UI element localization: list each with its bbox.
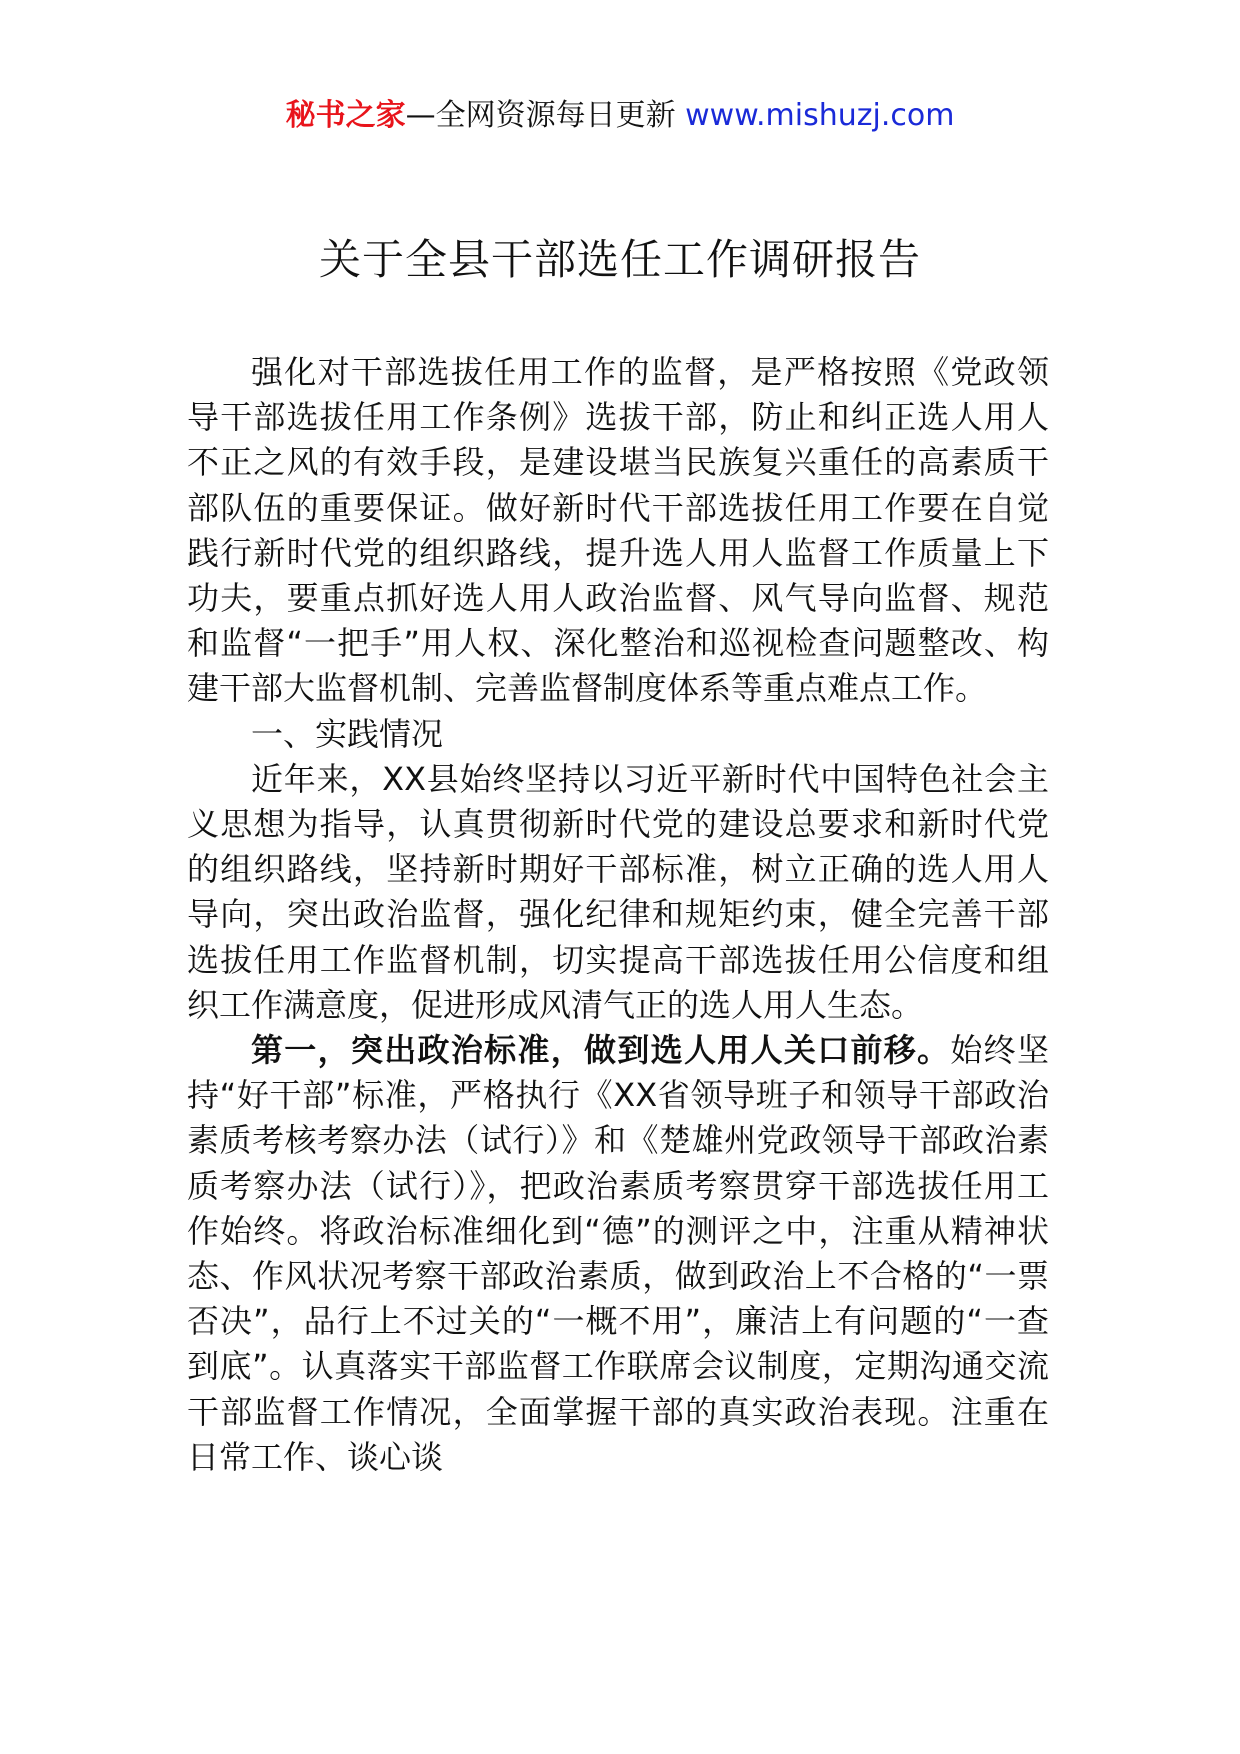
- document-body: [187, 350, 1049, 1480]
- document-title: 关于全县干部选任工作调研报告: [318, 235, 921, 284]
- section-heading: 一、实践情况: [251, 714, 444, 753]
- section-paragraph: 近年来，XX县始终坚持以习近平新时代中国特色社会主义思想为指导，认真贯彻新时代党的建设总要求和新时代党的组织路线，坚持新时期好干部标准，树立正确的选人用人导向，突出政治监督，强化纪律和规矩约束，健全完善干部选拔任用工作监督机制，切实提高干部选拔任用公信度和组织工作满意度，促进形成风清气正的选人用人生态。: [187, 759, 1049, 1024]
- site-tagline: —全网资源每日更新: [405, 98, 686, 133]
- intro-paragraph: 强化对干部选拔任用工作的监督，是严格按照《党政领导干部选拔任用工作条例》选拔干部，防止和纠正选人用人不正之风的有效手段，是建设堪当民族复兴重任的高素质干部队伍的重要保证。做好新时代干部选拔任用工作要在自觉践行新时代党的组织路线，提升选人用人监督工作质量上下功夫，要重点抓好选人用人政治监督、风气导向监督、规范和监督“一把手”用人权、深化整治和巡视检查问题整改、构建干部大监督机制、完善监督制度体系等重点难点工作。: [187, 353, 1049, 708]
- point-one-lead: 第一，突出政治标准，做到选人用人关口前移。: [251, 1031, 951, 1070]
- site-header: [0, 96, 1240, 136]
- point-one-paragraph: [187, 1028, 1049, 1480]
- brand-name: 秘书之家: [285, 98, 406, 133]
- site-url-link[interactable]: www.mishuzj.com: [685, 98, 955, 133]
- point-one-body: 始终坚持“好干部”标准，严格执行《XX省领导班子和领导干部政治素质考核考察办法（试行）》和《楚雄州党政领导干部政治素质考察办法（试行）》，把政治素质考察贯穿干部选拔任用工作始终。将政治标准细化到“德”的测评之中，注重从精神状态、作风状况考察干部政治素质，做到政治上不合格的“一票否决”，品行上不过关的“一概不用”，廉洁上有问题的“一查到底”。认真落实干部监督工作联席会议制度，定期沟通交流干部监督工作情况，全面掌握干部的真实政治表现。注重在日常工作、谈心谈: [187, 1031, 1049, 1476]
